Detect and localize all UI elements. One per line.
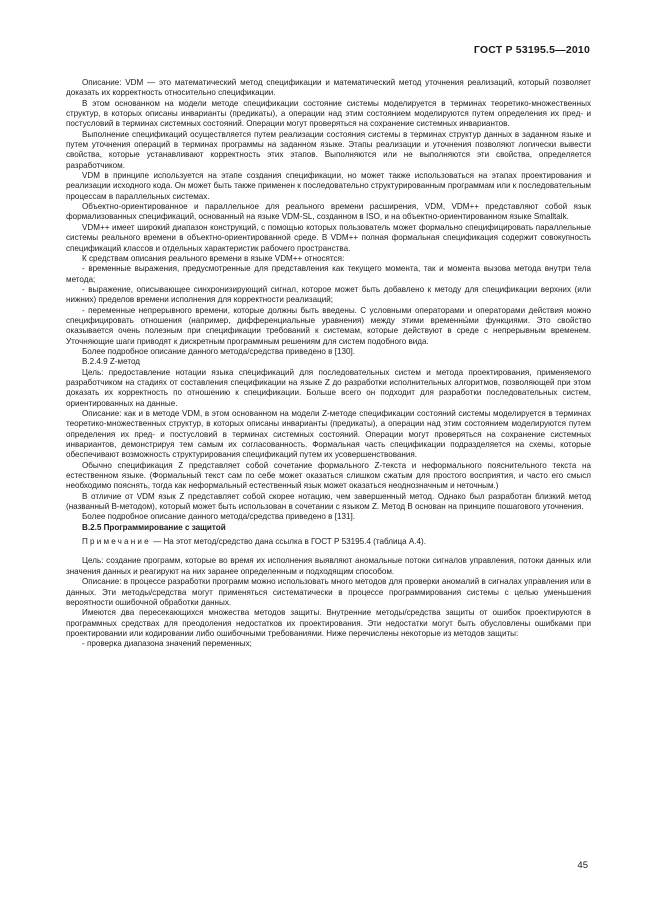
paragraph: Цель: предоставление нотации языка спецификаций для последовательных систем и метода проектирования, применяемого разработчиком на стадиях от составления спецификации на языке Z до разработки исполнительных алгоритмов, позволяющей при этом доказать их корректность по отношению к спецификации. Больше всего он подходит для разработки последовательных систем, ориентированных на данные.	[66, 367, 591, 408]
document-body	[66, 78, 591, 650]
paragraph: VDM++ имеет широкий диапазон конструкций, с помощью которых пользователь может формально специфицировать параллельные системы реального времени в объектно-ориентированной среде. В VDM++ полная формальная спецификация содержит совокупность спецификаций классов и отдельных характеристик рабочего пространства.	[66, 222, 591, 253]
paragraph: Описание: как и в методе VDM, в этом основанном на модели Z-методе спецификации состояний системы моделируется в терминах теоретико-множественных структур, в которых описаны инварианты (предикаты), а операции над этим состоянием моделируются путем определения их пред- и постусловий в терминах системных состояний. Операции могут проверяться на сохранение системных инвариантов, демонстрируя тем самым их согласованность. Формальная часть спецификации подразделяется на схемы, которые обеспечивают возможность структурирования спецификаций путем их усовершенствования.	[66, 409, 591, 460]
paragraph: Описание: VDM — это математический метод спецификации и математический метод уточнения реализаций, который позволяет доказать их корректность относительно спецификации.	[66, 78, 591, 98]
document-header: ГОСТ Р 53195.5—2010	[473, 44, 590, 56]
page-number: 45	[577, 860, 588, 871]
paragraph: Обычно спецификация Z представляет собой сочетание формального Z-текста и неформального пояснительного текста на естественном языке. (Формальный текст сам по себе может оказаться слишком сжатым для простого восприятия, и часто его смысл необходимо пояснять, тогда как неформальный естественный язык может оказаться неоднозначным и неточным.)	[66, 460, 591, 491]
note-text: — На этот метод/средство дана ссылка в ГОСТ Р 53195.4 (таблица А.4).	[153, 537, 426, 547]
note	[66, 537, 591, 547]
subsection-title: В.2.4.9 Z-метод	[82, 357, 140, 367]
paragraph: К средствам описания реального времени в языке VDM++ относятся:	[82, 253, 345, 263]
paragraph: Цель: создание программ, которые во время их исполнения выявляют аномальные потоки сигналов управления, потоки данных или значения данных и реагируют на них заранее определенным и подходящим способом.	[66, 556, 591, 576]
section-heading: В.2.5 Программирование с защитой	[82, 522, 226, 532]
reference-paragraph: Более подробное описание данного метода/средства приведено в [131].	[82, 512, 355, 522]
reference-paragraph: Более подробное описание данного метода/средства приведено в [130].	[82, 346, 355, 356]
paragraph: Описание: в процессе разработки программ можно использовать много методов для проверки аномалий в сигналах управления или в данных. Эти методы/средства могут применяться систематически в процессе программирования системы с целью уменьшения вероятности ошибочной обработки данных.	[66, 577, 591, 607]
note-label: Примечание	[82, 537, 151, 547]
paragraph: Имеются два пересекающихся множества методов защиты. Внутренние методы/средства защиты от ошибок проектируются в программных средствах для преодоления недостатков их проектирования. Эти недостатки могут быть обусловлены ошибками при проектировании или кодировании либо ошибочными требованиями. Ниже перечислены некоторые из методов защиты:	[66, 608, 591, 638]
paragraph: В этом основанном на модели методе спецификации состояние системы моделируется в терминах теоретико-множественных структур, в которых описаны инварианты (предикаты), а операции над этим состоянием моделируются путем определения их пред- и постусловий в терминах системных состояний. Операции могут проверяться на сохранение системных инвариантов.	[66, 98, 591, 129]
paragraph: Выполнение спецификаций осуществляется путем реализации состояния системы в терминах структур данных в заданном языке и путем уточнения операций в терминах программы на заданном языке. Этапы реализации и уточнения позволяют логически вывести свойства, которые устанавливают корректность этих этапов. Выполняются или не выполняются эти свойства, определяется разработчиком.	[66, 129, 591, 170]
list-item: - временные выражения, предусмотренные для представления как текущего момента, так и момента вызова метода внутри тела метода;	[66, 264, 591, 284]
paragraph: В отличие от VDM язык Z представляет собой скорее нотацию, чем завершенный метод. Однако был разработан близкий метод (названный В-методом), который может быть использован в сочетании с языком Z. Метод В основан на принципе пошагового уточнения.	[66, 491, 591, 512]
paragraph: VDM в принципе используется на этапе создания спецификации, но может также использоваться на этапах проектирования и реализации исходного кода. Он может быть также применен к последовательно структурированным программам или к последовательным процессам в параллельных системах.	[66, 171, 591, 201]
list-item: - переменные непрерывного времени, которые должны быть введены. С условными операторами и операторами действия можно специфицировать отношения (например, дифференциальные уравнения) между этими временны́ми функциями. Это свойство оказывается очень полезным при спецификации требований к системам, которые действуют в среде с непрерывным временем. Уточняющие шаги приводят к дискретным программным решениям для систем подобного вида.	[66, 305, 591, 346]
list-item: - выражение, описывающее синхронизирующий сигнал, которое может быть добавлено к методу для спецификации верхних (или нижних) пределов времени исполнения для корректности реализаций;	[66, 284, 591, 305]
paragraph: Объектно-ориентированное и параллельное для реального времени расширения, VDM, VDM++ представляют собой язык формализованных спецификаций, основанный на языке VDM-SL, созданном в ISO, и на объектно-ориентированном языке Smalltalk.	[66, 202, 591, 222]
list-item: - проверка диапазона значений переменных;	[82, 639, 252, 649]
